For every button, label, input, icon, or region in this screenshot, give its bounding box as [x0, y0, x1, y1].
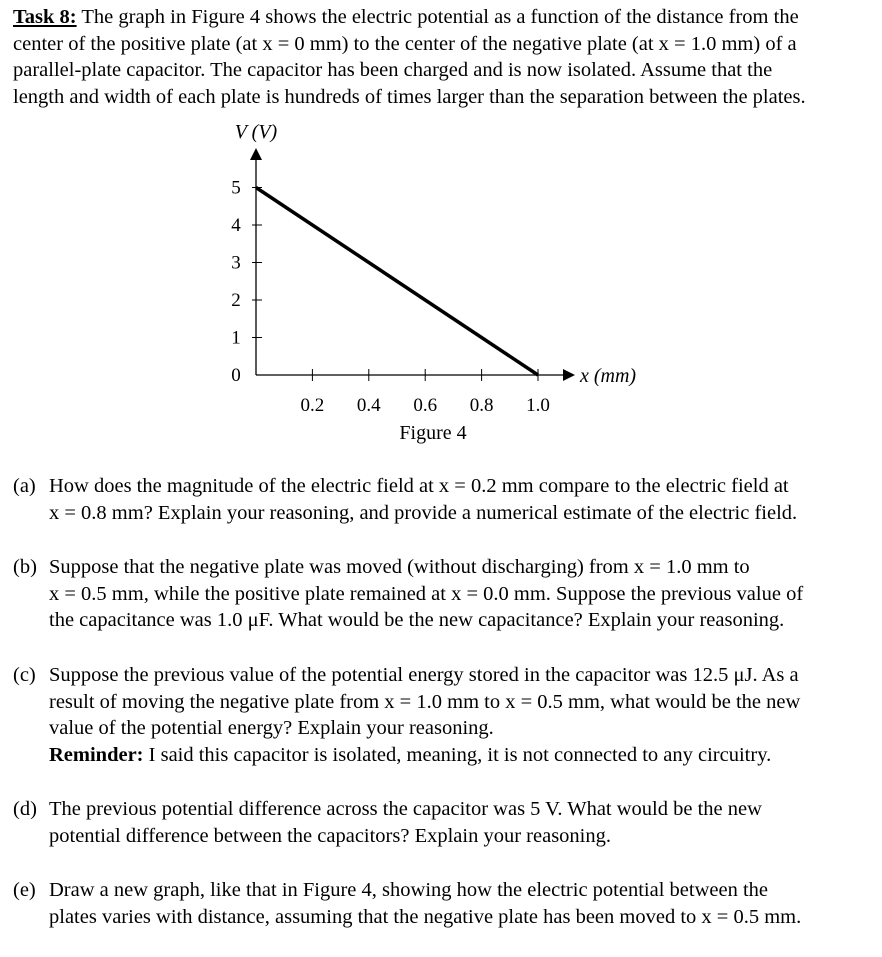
- question-letter: (c): [13, 664, 36, 686]
- question-letter: (e): [13, 879, 36, 901]
- y-tick-label: 2: [231, 290, 241, 311]
- x-tick-label: 0.8: [469, 395, 494, 416]
- intro-line-4: length and width of each plate is hundreds of times larger than the separation between the plates.: [13, 85, 806, 108]
- question-d-line-2: potential difference between the capacitors? Explain your reasoning.: [49, 824, 611, 847]
- question-c-reminder: [13, 742, 873, 769]
- question-d: [13, 796, 873, 849]
- figure-caption: Figure 4: [399, 422, 467, 444]
- question-c: [13, 662, 873, 768]
- y-axis-arrowhead: [250, 148, 262, 160]
- question-c-line-3: value of the potential energy? Explain your reasoning.: [49, 717, 494, 739]
- question-a: [13, 473, 873, 526]
- reminder-text: I said this capacitor is isolated, meaning, it is not connected to any circuitry.: [143, 743, 772, 766]
- question-a-line-1: How does the magnitude of the electric field at x = 0.2 mm compare to the electric field at: [49, 475, 789, 497]
- question-letter: (b): [13, 556, 37, 578]
- question-c-line-2: result of moving the negative plate from x = 1.0 mm to x = 0.5 mm, what would be the new: [49, 690, 801, 713]
- intro-line-1: [13, 4, 873, 31]
- question-c-line-1: Suppose the previous value of the potential energy stored in the capacitor was 12.5 μJ. As a: [49, 664, 799, 686]
- question-e-line-1: Draw a new graph, like that in Figure 4, showing how the electric potential between the: [49, 879, 768, 901]
- figure-4-chart: [0, 110, 700, 455]
- intro-line-2: center of the positive plate (at x = 0 mm) to the center of the negative plate (at x = 1.0 mm) of a: [13, 32, 797, 55]
- y-tick-label: 4: [231, 215, 241, 236]
- task-intro: [13, 4, 873, 110]
- question-b-line-3: the capacitance was 1.0 μF. What would be the new capacitance? Explain your reasoning.: [49, 609, 785, 631]
- x-axis-arrowhead: [563, 369, 575, 381]
- question-a-line-2: x = 0.8 mm? Explain your reasoning, and provide a numerical estimate of the electric field.: [49, 501, 798, 524]
- y-tick-label: 1: [231, 327, 241, 349]
- y-tick-label: 3: [231, 252, 241, 274]
- x-tick-label: 0.4: [356, 395, 381, 416]
- question-e-line-2: plates varies with distance, assuming that the negative plate has been moved to x = 0.5 mm.: [49, 905, 802, 928]
- x-tick-label: 0.2: [300, 395, 325, 416]
- question-d-line-1: The previous potential difference across the capacitor was 5 V. What would be the new: [49, 798, 762, 820]
- question-letter: (d): [13, 798, 37, 820]
- question-e: [13, 877, 873, 930]
- series-line-v: [256, 188, 538, 376]
- question-b-line-2: x = 0.5 mm, while the positive plate remained at x = 0.0 mm. Suppose the previous value of: [49, 582, 804, 605]
- reminder-label: Reminder:: [49, 743, 144, 766]
- intro-text-1: The graph in Figure 4 shows the electric potential as a function of the distance from the: [81, 6, 799, 28]
- question-b-line-1: Suppose that the negative plate was moved (without discharging) from x = 1.0 mm to: [49, 556, 750, 578]
- x-tick-label: 0.6: [413, 395, 438, 416]
- y-tick-label: 0: [231, 365, 241, 386]
- y-axis-label: V (V): [234, 121, 278, 143]
- task-label: Task 8:: [13, 6, 77, 28]
- x-axis-label: x (mm): [580, 365, 637, 387]
- question-letter: (a): [13, 475, 36, 497]
- x-tick-label: 1.0: [526, 395, 550, 416]
- intro-line-3: parallel-plate capacitor. The capacitor has been charged and is now isolated. Assume that the: [13, 59, 773, 81]
- question-b: [13, 554, 873, 634]
- y-tick-label: 5: [231, 177, 241, 199]
